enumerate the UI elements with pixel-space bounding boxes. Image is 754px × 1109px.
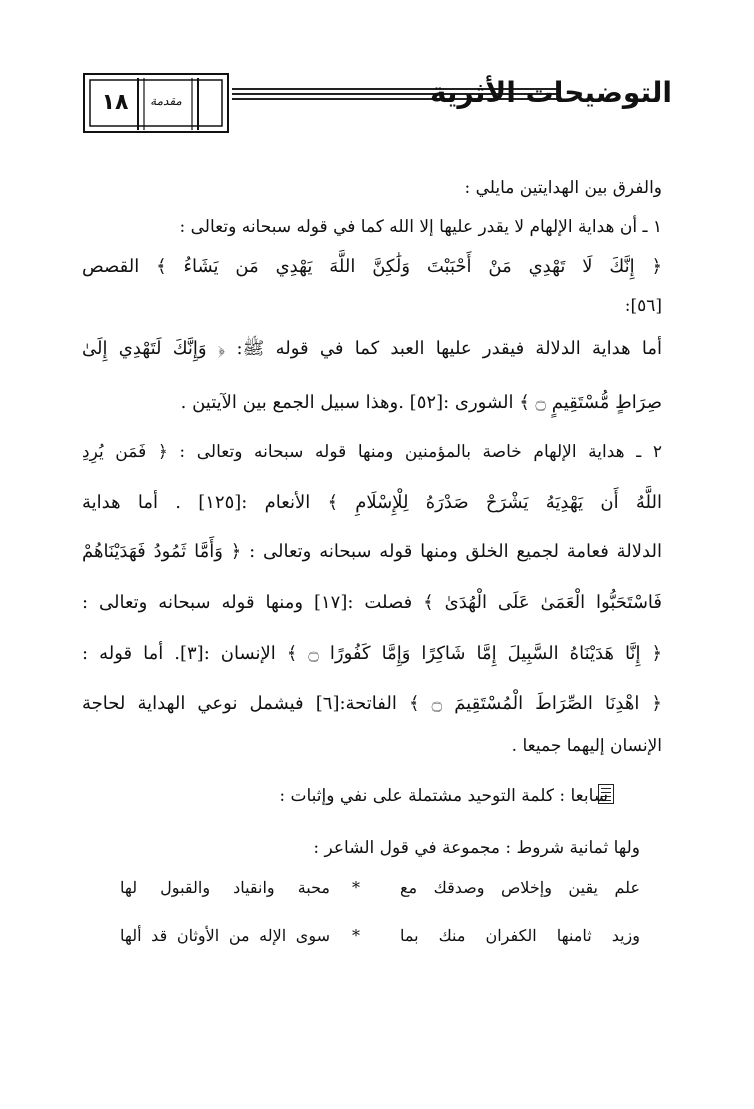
poem-separator: *	[352, 926, 360, 945]
poem-hemistich-left: سوى الإله من الأوثان قد ألها	[120, 926, 330, 945]
poem-verse-2	[120, 926, 640, 950]
text-line-1: والفرق بين الهدايتين مايلي :	[464, 178, 662, 198]
page-number: ١٨	[101, 90, 129, 115]
text-line-11: ﴿ إِنَّا هَدَيْنَاهُ السَّبِيلَ إِمَّا شَاكِرًا وَإِمَّا كَفُورًا ۝ ﴾ الإنسان :[٣]. أما قوله :	[82, 643, 662, 664]
poem-separator: *	[352, 878, 360, 897]
text-line-9: الدلالة فعامة لجميع الخلق ومنها قوله سبحانه وتعالى : ﴿ وَأَمَّا ثَمُودُ فَهَدَيْنَاهُمْ	[82, 541, 662, 562]
poem-hemistich-right: وزيد ثامنها الكفران منك بما	[400, 926, 640, 945]
heading-seventh: سابعا : كلمة التوحيد مشتملة على نفي وإثبات :	[279, 786, 608, 806]
text-line-15: ولها ثمانية شروط : مجموعة في قول الشاعر :	[313, 838, 640, 858]
quran-line-3: ﴿ إِنَّكَ لَا تَهْدِي مَنْ أَحْبَبْتَ وَلَٰكِنَّ اللَّهَ يَهْدِي مَن يَشَاءُ ﴾ القصص	[82, 256, 662, 277]
poem-verse-1	[120, 878, 640, 902]
text-line-2: ١ ـ أن هداية الإلهام لا يقدر عليها إلا الله كما في قوله سبحانه وتعالى :	[179, 217, 662, 237]
text-line-10: فَاسْتَحَبُّوا الْعَمَىٰ عَلَى الْهُدَىٰ ﴾ فصلت :[١٧] ومنها قوله سبحانه وتعالى :	[82, 592, 662, 613]
section-label: مقدمة	[150, 94, 182, 108]
poem-hemistich-right: علم يقين وإخلاص وصدقك مع	[400, 878, 640, 897]
text-line-5: أما هداية الدلالة فيقدر عليها العبد كما في قوله ﷺ: ﴿ وَإِنَّكَ لَتَهْدِي إِلَىٰ	[82, 338, 662, 359]
text-line-4: [٥٦]:	[624, 296, 662, 316]
text-line-13: الإنسان إليهما جميعا .	[511, 736, 662, 756]
text-line-12: ﴿ اهْدِنَا الصِّرَاطَ الْمُسْتَقِيمَ ۝ ﴾ الفاتحة:[٦] فيشمل نوعي الهداية لحاجة	[82, 693, 662, 714]
page-header	[82, 72, 672, 134]
text-line-6: صِرَاطٍ مُّسْتَقِيمٍ ۝ ﴾ الشورى :[٥٢] .وهذا سبيل الجمع بين الآيتين .	[180, 392, 662, 413]
book-title: التوضيحات الأثرية	[429, 76, 672, 109]
text-line-7: ٢ ـ هداية الإلهام خاصة بالمؤمنين ومنها قوله سبحانه وتعالى : ﴿ فَمَن يُرِدِ	[82, 442, 662, 462]
poem-hemistich-left: محبة وانقياد والقبول لها	[120, 878, 330, 897]
text-line-8: اللَّهُ أَن يَهْدِيَهُ يَشْرَحْ صَدْرَهُ لِلْإِسْلَامِ ﴾ الأنعام :[١٢٥] . أما هداية	[82, 492, 663, 513]
